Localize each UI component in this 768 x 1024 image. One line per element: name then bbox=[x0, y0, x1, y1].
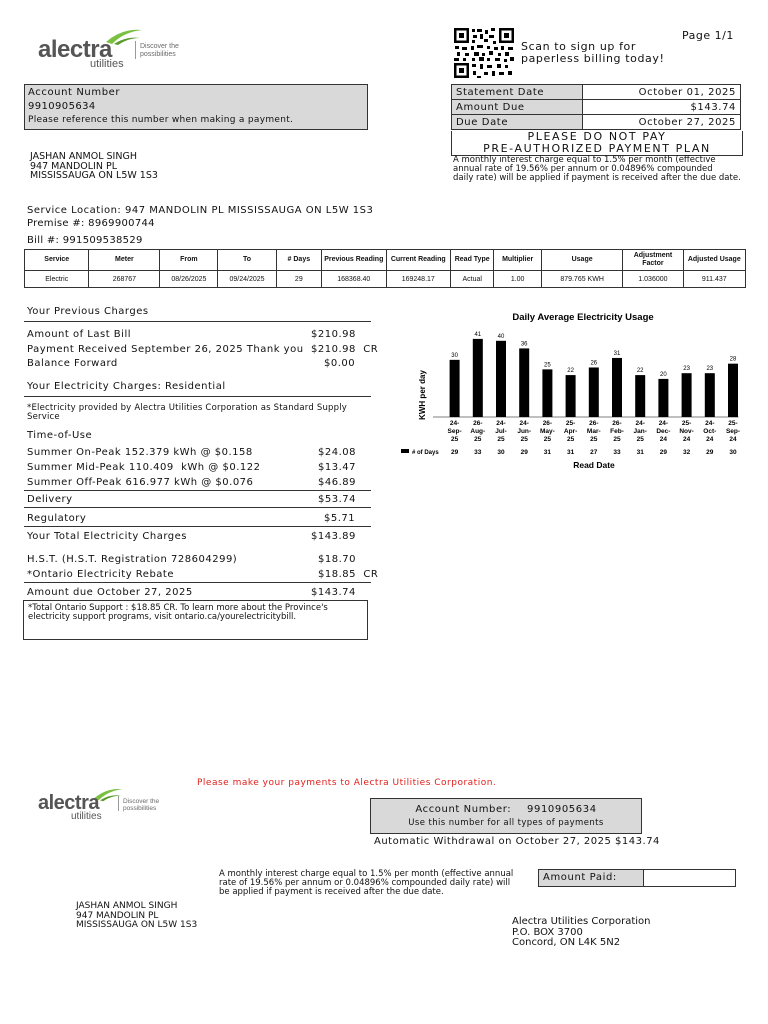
chart-xlabel: Read Date bbox=[573, 460, 615, 470]
rebate-amount: $18.85 CR bbox=[318, 569, 379, 580]
customer-address bbox=[30, 152, 158, 181]
col-adjustment-factor: Adjustment Factor bbox=[623, 250, 683, 271]
chart-days-value: 30 bbox=[497, 449, 505, 456]
divider bbox=[24, 507, 371, 508]
chart-data-label: 26 bbox=[590, 360, 598, 367]
logo-sub: utilities bbox=[90, 58, 124, 70]
cell-current-reading: 169248.17 bbox=[386, 271, 450, 288]
qr-caption: Scan to sign up for paperless billing today! bbox=[521, 40, 665, 65]
electricity-charges-title: Your Electricity Charges: Residential bbox=[27, 381, 226, 392]
divider bbox=[24, 321, 371, 322]
logo-tagline: Discover the possibilities bbox=[123, 798, 160, 812]
hst-row bbox=[27, 554, 377, 565]
chart-data-label: 31 bbox=[613, 350, 621, 357]
chart-bar bbox=[519, 348, 529, 417]
chart-days-value: 29 bbox=[706, 449, 714, 456]
service-location: Service Location: 947 MANDOLIN PL MISSISSAUGA ON L5W 1S3 bbox=[27, 205, 374, 216]
last-bill-label: Amount of Last Bill bbox=[27, 329, 131, 340]
on-peak-amount: $24.08 bbox=[318, 447, 356, 458]
col-days: # Days bbox=[276, 250, 321, 271]
customer-name: JASHAN ANMOL SINGH bbox=[30, 151, 137, 162]
chart-days-value: 32 bbox=[682, 449, 691, 456]
amount-due-row bbox=[452, 100, 741, 115]
chart-data-label: 36 bbox=[520, 341, 528, 348]
chart-bar bbox=[728, 364, 738, 417]
remit-account-line bbox=[371, 804, 641, 815]
ontario-support-note: *Total Ontario Support : $18.85 CR. To learn more about the Province's electricity support programs, visit ontario.ca/yourelectricitybill. bbox=[23, 600, 368, 640]
col-previous-reading: Previous Reading bbox=[322, 250, 386, 271]
chart-days-value: 29 bbox=[520, 449, 528, 456]
amount-due-value: $143.74 bbox=[583, 100, 741, 115]
legend-days-label: # of Days bbox=[412, 450, 439, 456]
remit-account-note: Use this number for all types of payments bbox=[408, 818, 604, 828]
chart-data-label: 40 bbox=[497, 333, 505, 340]
chart-days-value: 30 bbox=[729, 449, 737, 456]
balance-forward-row bbox=[27, 358, 377, 369]
account-note: Please reference this number when making a payment. bbox=[28, 115, 294, 125]
cell-to: 09/24/2025 bbox=[218, 271, 276, 288]
col-read-type: Read Type bbox=[451, 250, 494, 271]
chart-bar bbox=[566, 375, 576, 417]
chart-data-label: 41 bbox=[474, 331, 482, 338]
interest-notice: A monthly interest charge equal to 1.5% per month (effective annual rate of 19.56% per annum or 0.04896% compounded daily rate) will be applied if payment is received after the due date. bbox=[453, 155, 741, 183]
customer-city: MISSISSAUGA ON L5W 1S3 bbox=[30, 170, 158, 181]
amount-due-label: Amount Due bbox=[452, 100, 583, 115]
col-meter: Meter bbox=[89, 250, 160, 271]
chart-title: Daily Average Electricity Usage bbox=[512, 312, 654, 323]
remit-account-label: Account Number: bbox=[415, 804, 512, 815]
logo-divider bbox=[118, 796, 119, 811]
remit-corp-address bbox=[512, 917, 651, 949]
chart-bar bbox=[473, 339, 483, 417]
statement-date-label: Statement Date bbox=[452, 85, 583, 100]
logo-divider bbox=[135, 41, 136, 59]
daily-usage-chart bbox=[395, 305, 755, 475]
col-multiplier: Multiplier bbox=[494, 250, 542, 271]
chart-data-label: 30 bbox=[451, 352, 458, 359]
chart-bar bbox=[589, 367, 599, 417]
off-peak-row bbox=[27, 477, 377, 488]
due-date-row bbox=[452, 115, 741, 130]
logo-name: alectra bbox=[38, 36, 112, 63]
remit-notice: Please make your payments to Alectra Utilities Corporation. bbox=[197, 778, 497, 788]
chart-days-value: 31 bbox=[636, 449, 644, 456]
last-bill-amount: $210.98 bbox=[311, 329, 356, 340]
remit-customer-city: MISSISSAUGA ON L5W 1S3 bbox=[76, 920, 198, 930]
chart-data-label: 22 bbox=[636, 368, 644, 375]
divider bbox=[24, 582, 371, 583]
cell-adjusted-usage: 911.437 bbox=[683, 271, 745, 288]
col-to: To bbox=[218, 250, 276, 271]
cell-meter: 268767 bbox=[89, 271, 160, 288]
last-bill-row bbox=[27, 329, 377, 340]
table-row bbox=[25, 271, 746, 288]
chart-data-label: 20 bbox=[660, 371, 667, 378]
cell-multiplier: 1.00 bbox=[494, 271, 542, 288]
remit-customer-name: JASHAN ANMOL SINGH bbox=[76, 901, 178, 911]
cell-usage: 879.765 KWH bbox=[541, 271, 622, 288]
pap-notice-box bbox=[451, 131, 743, 156]
pap-line2: PRE-AUTHORIZED PAYMENT PLAN bbox=[483, 142, 711, 155]
chart-days-value: 33 bbox=[474, 449, 482, 456]
on-peak-label: Summer On-Peak 152.379 kWh @ $0.158 bbox=[27, 447, 253, 458]
statement-table bbox=[451, 84, 741, 130]
col-current-reading: Current Reading bbox=[386, 250, 450, 271]
chart-days-value: 27 bbox=[590, 449, 598, 456]
chart-tick-label: 26-May-25 bbox=[539, 420, 555, 443]
chart-tick-label: 26-Feb-25 bbox=[610, 420, 624, 443]
auto-withdrawal: Automatic Withdrawal on October 27, 2025 $143.74 bbox=[374, 836, 660, 847]
cell-adjustment-factor: 1.036000 bbox=[623, 271, 683, 288]
chart-bar bbox=[705, 373, 715, 417]
balance-forward-label: Balance Forward bbox=[27, 358, 118, 369]
chart-bar bbox=[450, 360, 460, 417]
due-date-value: October 27, 2025 bbox=[583, 115, 741, 130]
col-service: Service bbox=[25, 250, 89, 271]
chart-data-label: 23 bbox=[683, 366, 690, 373]
chart-tick-label: 24-Jun-25 bbox=[517, 420, 532, 443]
chart-marks bbox=[433, 332, 740, 456]
cell-from: 08/26/2025 bbox=[160, 271, 218, 288]
chart-bar bbox=[496, 341, 506, 417]
corp-city: Concord, ON L4K 5N2 bbox=[512, 937, 621, 948]
remit-interest-notice: A monthly interest charge equal to 1.5% per month (effective annual rate of 19.56% per annum or 0.04896% compounded daily rate) will be applied if payment is received after the due date. bbox=[219, 869, 514, 897]
account-label: Account Number bbox=[28, 87, 121, 98]
alectra-logo-bottom bbox=[38, 786, 178, 826]
amount-due-row bbox=[27, 587, 377, 598]
payment-received-label: Payment Received September 26, 2025 Thank you bbox=[27, 344, 304, 355]
chart-bar bbox=[635, 375, 645, 417]
regulatory-label: Regulatory bbox=[27, 513, 87, 524]
payment-received-row bbox=[27, 344, 377, 355]
remit-account-box bbox=[370, 798, 642, 834]
chart-tick-label: 26-Mar-25 bbox=[586, 420, 601, 443]
hst-label: H.S.T. (H.S.T. Registration 728604299) bbox=[27, 554, 238, 565]
chart-bar bbox=[682, 373, 692, 417]
payment-received-amount: $210.98 CR bbox=[311, 344, 379, 355]
mid-peak-row bbox=[27, 462, 377, 473]
chart-days-value: 31 bbox=[566, 449, 575, 456]
legend-swatch bbox=[401, 449, 409, 453]
total-charges-label: Your Total Electricity Charges bbox=[27, 531, 188, 542]
due-date-label: Due Date bbox=[452, 115, 583, 130]
meter-table-header bbox=[25, 250, 746, 271]
off-peak-amount: $46.89 bbox=[318, 477, 356, 488]
delivery-row bbox=[27, 494, 377, 505]
bill-number: Bill #: 991509538529 bbox=[27, 235, 143, 246]
rebate-row bbox=[27, 569, 377, 580]
statement-date-value: October 01, 2025 bbox=[583, 85, 741, 100]
chart-tick-label: 24-Oct-24 bbox=[703, 420, 717, 443]
col-adjusted-usage: Adjusted Usage bbox=[683, 250, 745, 271]
remit-customer-street: 947 MANDOLIN PL bbox=[76, 910, 159, 921]
premise-number: Premise #: 8969900744 bbox=[27, 218, 155, 229]
remit-account-number: 9910905634 bbox=[527, 804, 597, 815]
page-number: Page 1/1 bbox=[682, 29, 734, 42]
logo-name: alectra bbox=[38, 792, 99, 814]
amount-paid-label: Amount Paid: bbox=[539, 870, 644, 886]
regulatory-row bbox=[27, 513, 377, 524]
chart-days-value: 31 bbox=[543, 449, 552, 456]
chart-tick-label: 24-Jul-25 bbox=[495, 420, 507, 443]
customer-street: 947 MANDOLIN PL bbox=[30, 160, 117, 172]
chart-data-label: 28 bbox=[729, 356, 737, 363]
col-from: From bbox=[160, 250, 218, 271]
corp-name: Alectra Utilities Corporation bbox=[512, 916, 651, 927]
hst-amount: $18.70 bbox=[318, 554, 356, 565]
delivery-amount: $53.74 bbox=[318, 494, 356, 505]
chart-ylabel: KWH per day bbox=[418, 370, 427, 420]
amount-paid-box bbox=[538, 869, 736, 887]
previous-charges-title: Your Previous Charges bbox=[27, 306, 149, 317]
divider bbox=[24, 396, 371, 397]
col-usage: Usage bbox=[541, 250, 622, 271]
chart-tick-label: 24-Jan-25 bbox=[633, 420, 647, 443]
chart-days-value: 33 bbox=[613, 449, 621, 456]
account-number: 9910905634 bbox=[28, 101, 96, 112]
regulatory-amount: $5.71 bbox=[324, 513, 356, 524]
cell-service: Electric bbox=[25, 271, 89, 288]
cell-previous-reading: 168368.40 bbox=[322, 271, 386, 288]
chart-tick-label: 24-Dec-24 bbox=[656, 420, 671, 443]
divider bbox=[24, 526, 371, 527]
amount-due-label: Amount due October 27, 2025 bbox=[27, 587, 193, 598]
off-peak-label: Summer Off-Peak 616.977 kWh @ $0.076 bbox=[27, 477, 254, 488]
chart-bar bbox=[542, 369, 552, 417]
on-peak-row bbox=[27, 447, 377, 458]
qr-code-icon[interactable] bbox=[453, 27, 515, 79]
meter-table bbox=[24, 249, 746, 288]
rebate-label: *Ontario Electricity Rebate bbox=[27, 569, 174, 580]
amount-paid-field[interactable] bbox=[643, 870, 735, 886]
chart-tick-label: 25-Sep-24 bbox=[725, 420, 741, 443]
account-number-box bbox=[24, 84, 368, 130]
alectra-logo bbox=[38, 26, 198, 72]
time-of-use-label: Time-of-Use bbox=[27, 430, 93, 441]
statement-date-row bbox=[452, 85, 741, 100]
delivery-label: Delivery bbox=[27, 494, 73, 505]
cell-read-type: Actual bbox=[451, 271, 494, 288]
total-charges-row bbox=[27, 531, 377, 542]
mid-peak-amount: $13.47 bbox=[318, 462, 356, 473]
chart-days-value: 29 bbox=[450, 449, 459, 456]
chart-data-label: 22 bbox=[567, 368, 574, 375]
chart-bar bbox=[612, 358, 622, 417]
chart-days-value: 29 bbox=[659, 449, 668, 456]
chart-tick-label: 24-Sep-25 bbox=[447, 420, 462, 443]
mid-peak-label: Summer Mid-Peak 110.409 kWh @ $0.122 bbox=[27, 462, 261, 473]
divider bbox=[24, 490, 371, 491]
cell-days: 29 bbox=[276, 271, 321, 288]
logo-tagline: Discover the possibilities bbox=[140, 43, 179, 58]
corp-box: P.O. BOX 3700 bbox=[512, 926, 583, 938]
balance-forward-amount: $0.00 bbox=[324, 358, 356, 369]
chart-data-label: 25 bbox=[544, 362, 551, 369]
chart-bar bbox=[658, 379, 668, 417]
pap-line1: PLEASE DO NOT PAY bbox=[527, 130, 667, 143]
remit-customer-address bbox=[76, 902, 197, 931]
supply-note: *Electricity provided by Alectra Utilities Corporation as Standard Supply Service bbox=[27, 403, 348, 422]
total-charges-amount: $143.89 bbox=[311, 531, 356, 542]
logo-sub: utilities bbox=[71, 811, 102, 822]
chart-tick-label: 25-Apr-25 bbox=[563, 420, 578, 443]
chart-data-label: 23 bbox=[706, 366, 714, 373]
chart-tick-label: 26-Aug-25 bbox=[470, 420, 486, 443]
chart-tick-label: 25-Nov-24 bbox=[679, 420, 694, 443]
amount-due-amount: $143.74 bbox=[311, 587, 356, 598]
